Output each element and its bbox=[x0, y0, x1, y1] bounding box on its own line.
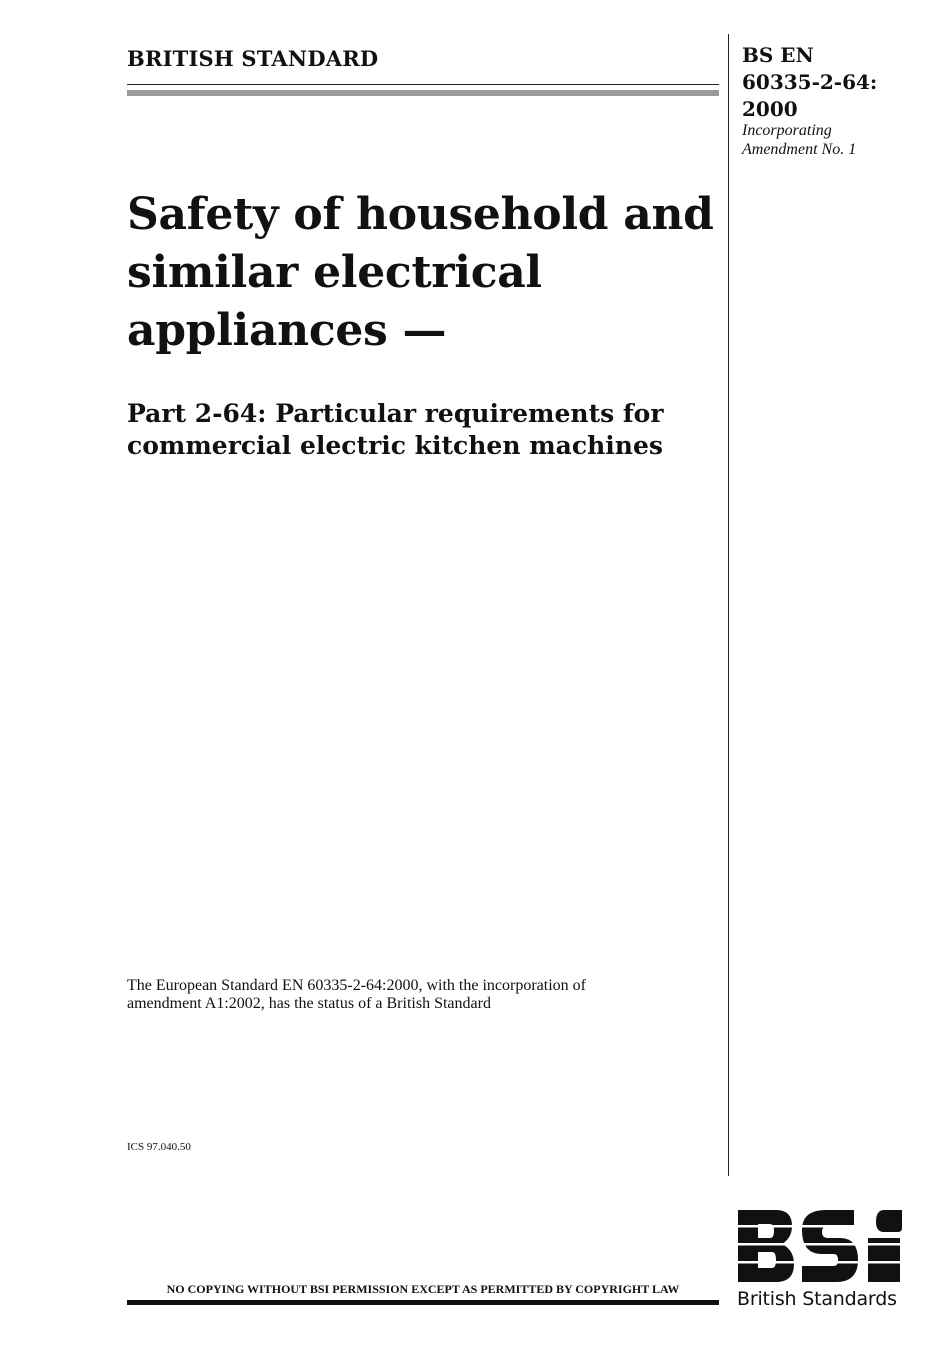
status-statement-line-2: amendment A1:2002, has the status of a British Standard bbox=[127, 995, 491, 1012]
copyright-notice: NO COPYING WITHOUT BSI PERMISSION EXCEPT AS PERMITTED BY COPYRIGHT LAW bbox=[166, 1282, 680, 1296]
document-subtitle bbox=[127, 398, 727, 462]
ics-code: ICS 97.040.50 bbox=[127, 1141, 191, 1153]
document-title-line-3: appliances — bbox=[127, 305, 447, 356]
status-statement bbox=[127, 977, 687, 1013]
amendment-note bbox=[742, 121, 942, 159]
header-rule-thin bbox=[127, 84, 719, 85]
amendment-note-line-1: Incorporating bbox=[742, 122, 832, 139]
header-rule-thick bbox=[127, 90, 719, 96]
standard-number bbox=[742, 42, 932, 123]
document-title-line-1: Safety of household and bbox=[127, 189, 714, 240]
footer-rule bbox=[127, 1300, 719, 1305]
document-type-label: BRITISH STANDARD bbox=[127, 46, 379, 71]
document-subtitle-line-1: Part 2-64: Particular requirements for bbox=[127, 399, 664, 428]
bsi-logo-icon bbox=[736, 1208, 904, 1286]
document-subtitle-line-2: commercial electric kitchen machines bbox=[127, 431, 663, 460]
status-statement-line-1: The European Standard EN 60335-2-64:2000, with the incorporation of bbox=[127, 977, 586, 994]
document-title bbox=[127, 186, 727, 360]
vertical-divider bbox=[728, 34, 729, 1176]
document-title-line-2: similar electrical bbox=[127, 247, 542, 298]
standard-number-line-3: 2000 bbox=[742, 97, 798, 121]
amendment-note-line-2: Amendment No. 1 bbox=[742, 141, 857, 158]
bsi-logo-caption: British Standards bbox=[737, 1288, 897, 1310]
standard-number-line-1: BS EN bbox=[742, 43, 814, 67]
standard-number-line-2: 60335-2-64: bbox=[742, 70, 878, 94]
